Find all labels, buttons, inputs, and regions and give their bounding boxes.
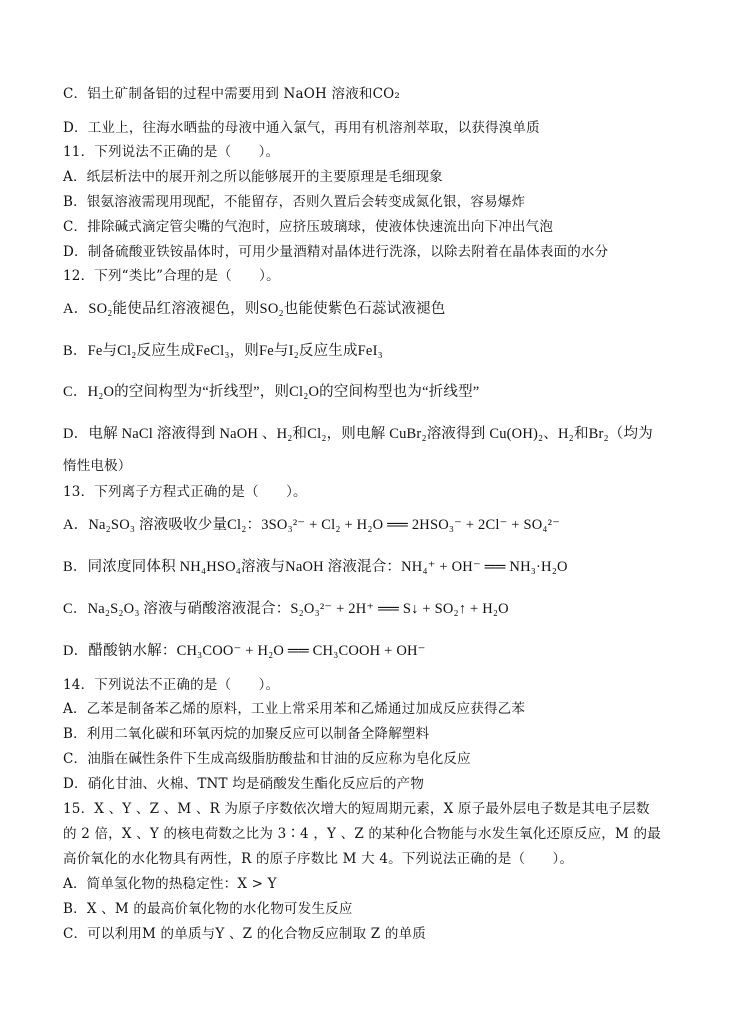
q15-option-a: A．简单氢化物的热稳定性：X > Y bbox=[63, 876, 277, 892]
q13-option-d: D．醋酸钠水解：CH₃COO⁻ + H₂O ══ CH₃COOH + OH⁻ bbox=[63, 643, 426, 659]
q14-option-c: C．油脂在碱性条件下生成高级脂肪酸盐和甘油的反应称为皂化反应 bbox=[63, 751, 471, 767]
q12-option-d-line2: 惰性电极） bbox=[63, 458, 132, 474]
q12-option-a: A．SO₂能使品红溶液褪色，则SO₂也能使紫色石蕊试液褪色 bbox=[63, 301, 446, 317]
q13-option-c: C．Na₂S₂O₃ 溶液与硝酸溶液混合：S₂O₃²⁻ + 2H⁺ ══ S↓ + SO₂↑ + H₂O bbox=[63, 601, 509, 617]
q11-option-d: D．制备硫酸亚铁铵晶体时，可用少量酒精对晶体进行洗涤，以除去附着在晶体表面的水分 bbox=[63, 244, 609, 260]
q10-option-c: C．铝土矿制备铝的过程中需要用到 NaOH 溶液和CO₂ bbox=[63, 86, 401, 102]
q11-option-a: A．纸层析法中的展开剂之所以能够展开的主要原理是毛细现象 bbox=[63, 169, 443, 185]
q15-stem-line1: 15．X 、Y 、Z 、M 、R 为原子序数依次增大的短周期元素，X 原子最外层电子数是其电子层数 bbox=[63, 801, 650, 817]
q11-option-c: C．排除碱式滴定管尖嘴的气泡时，应挤压玻璃球，使液体快速流出向下冲出气泡 bbox=[63, 219, 554, 235]
q10-option-d: D．工业上，往海水晒盐的母液中通入氯气，再用有机溶剂萃取，以获得溴单质 bbox=[63, 120, 540, 136]
q15-option-b: B．X 、M 的最高价氧化物的水化物可发生反应 bbox=[63, 901, 353, 917]
q12-option-d-line1: D．电解 NaCl 溶液得到 NaOH 、H₂和Cl₂，则电解 CuBr₂溶液得到 Cu(OH)₂、H₂和Br₂（均为 bbox=[63, 426, 653, 442]
q13-option-b: B．同浓度同体积 NH₄HSO₄溶液与NaOH 溶液混合：NH₄⁺ + OH⁻ ══ NH₃·H₂O bbox=[63, 559, 568, 575]
q12-stem: 12．下列“类比”合理的是（ ）。 bbox=[63, 268, 280, 284]
q11-option-b: B．银氨溶液需现用现配，不能留存，否则久置后会转变成氮化银，容易爆炸 bbox=[63, 194, 526, 210]
q14-stem: 14．下列说法不正确的是（ ）。 bbox=[63, 677, 280, 693]
q12-option-c: C．H₂O的空间构型为“折线型”，则Cl₂O的空间构型也为“折线型” bbox=[63, 384, 480, 400]
q15-stem-line3: 高价氧化的水化物具有两性，R 的原子序数比 M 大 4。下列说法正确的是（ ）。 bbox=[63, 851, 574, 867]
q13-stem: 13．下列离子方程式正确的是（ ）。 bbox=[63, 484, 307, 500]
q14-option-d: D．硝化甘油、火棉、TNT 均是硝酸发生酯化反应后的产物 bbox=[63, 776, 425, 792]
q13-option-a: A．Na₂SO₃ 溶液吸收少量Cl₂：3SO₃²⁻ + Cl₂ + H₂O ══ 2HSO₃⁻ + 2Cl⁻ + SO₄²⁻ bbox=[63, 517, 561, 533]
q14-option-b: B．利用二氧化碳和环氧丙烷的加聚反应可以制备全降解塑料 bbox=[63, 726, 430, 742]
q15-option-c: C．可以利用M 的单质与Y 、Z 的化合物反应制取 Z 的单质 bbox=[63, 926, 426, 942]
q11-stem: 11．下列说法不正确的是（ ）。 bbox=[63, 144, 280, 160]
q12-option-b: B．Fe与Cl₂反应生成FeCl₃，则Fe与I₂反应生成FeI₃ bbox=[63, 343, 383, 359]
q14-option-a: A．乙苯是制备苯乙烯的原料，工业上常采用苯和乙烯通过加成反应获得乙苯 bbox=[63, 701, 526, 717]
q15-stem-line2: 的 2 倍，X 、Y 的核电荷数之比为 3∶4 ，Y 、Z 的某种化合物能与水发生氧化还原反应，M 的最 bbox=[63, 826, 661, 842]
